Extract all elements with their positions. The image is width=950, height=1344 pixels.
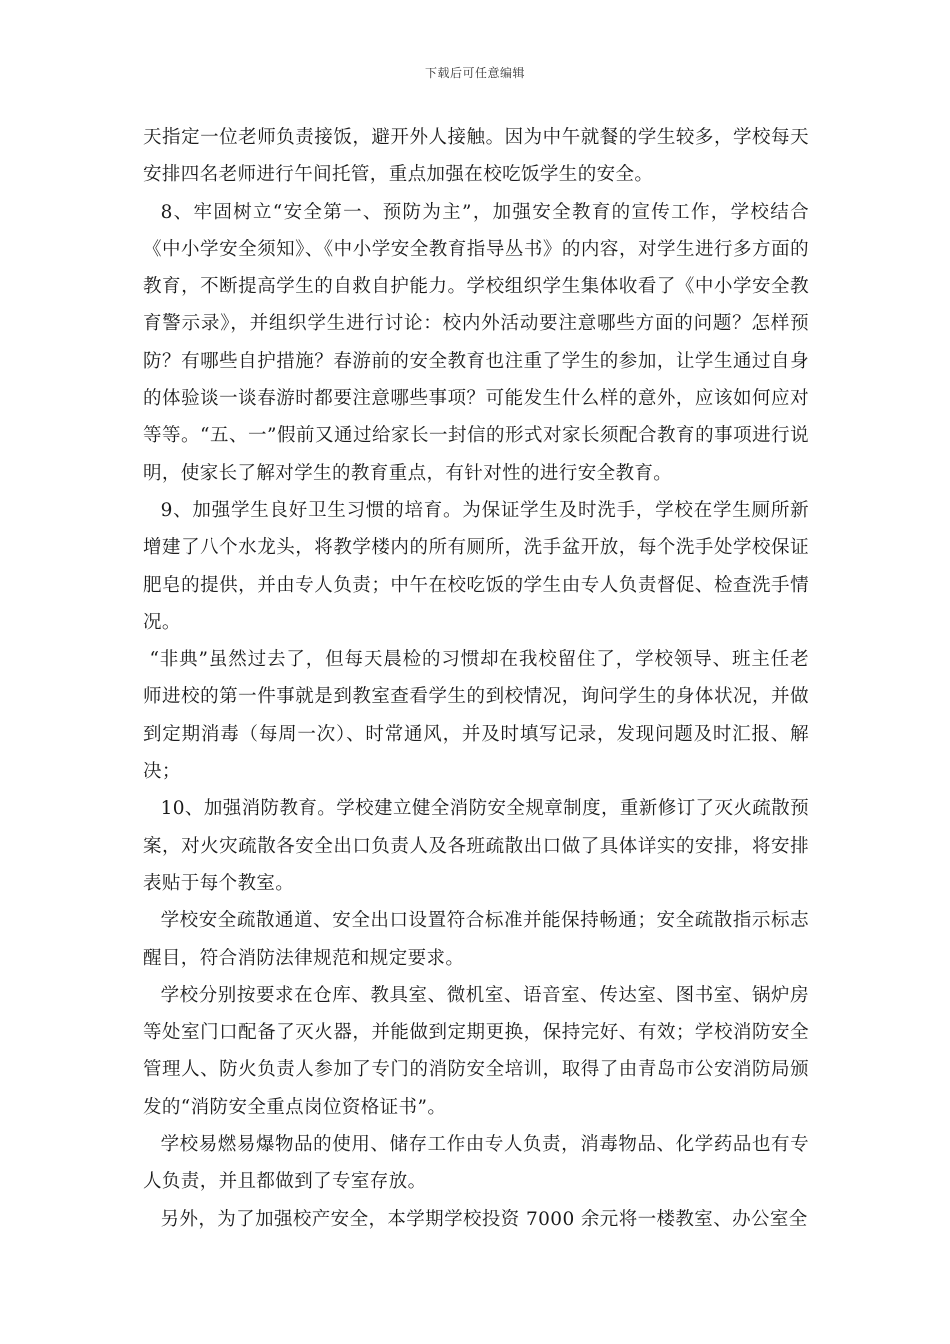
paragraph-property-safety: 另外，为了加强校产安全，本学期学校投资 7000 余元将一楼教室、办公室全 bbox=[160, 1208, 808, 1230]
page-header-note: 下载后可任意编辑 bbox=[424, 66, 525, 80]
paragraph-evacuation-routes: 学校安全疏散通道、安全出口设置符合标准并能保持畅通；安全疏散指示标志醒目，符合消防法律规范和规定要求。 bbox=[143, 910, 809, 969]
paragraph-sars-morning-check: “非典”虽然过去了，但每天晨检的习惯却在我校留住了，学校领导、班主任老师进校的第一件事就是到教室查看学生的到校情况，询问学生的身体状况，并做到定期消毒（每周一次）、时常通风，并及时填写记录，发现问题及时汇报、解决； bbox=[143, 649, 809, 783]
paragraph-fire-extinguishers: 学校分别按要求在仓库、教具室、微机室、语音室、传达室、图书室、锅炉房等处室门口配备了灭火器，并能做到定期更换，保持完好、有效；学校消防安全管理人、防火负责人参加了专门的消防安全培训，取得了由青岛市公安消防局颁发的“消防安全重点岗位资格证书”。 bbox=[143, 984, 809, 1118]
paragraph-continuation: 天指定一位老师负责接饭，避开外人接触。因为中午就餐的学生较多，学校每天安排四名老师进行午间托管，重点加强在校吃饭学生的安全。 bbox=[143, 127, 809, 186]
paragraph-hazardous-materials: 学校易燃易爆物品的使用、储存工作由专人负责，消毒物品、化学药品也有专人负责，并且都做到了专室存放。 bbox=[143, 1134, 809, 1193]
paragraph-item-9: 9、加强学生良好卫生习惯的培育。为保证学生及时洗手，学校在学生厕所新增建了八个水龙头，将教学楼内的所有厕所，洗手盆开放，每个洗手处学校保证肥皂的提供，并由专人负责；中午在校吃饭的学生由专人负责督促、检查洗手情况。 bbox=[143, 499, 809, 633]
paragraph-item-8: 8、牢固树立“安全第一、预防为主”，加强安全教育的宣传工作，学校结合《中小学安全须知》、《中小学安全教育指导丛书》的内容，对学生进行多方面的教育，不断提高学生的自救自护能力。学校组织学生集体收看了《中小学安全教育警示录》，并组织学生进行讨论：校内外活动要注意哪些方面的问题？怎样预防？有哪些自护措施？春游前的安全教育也注重了学生的参加，让学生通过自身的体验谈一谈春游时都要注意哪些事项？可能发生什么样的意外，应该如何应对等等。“五、一”假前又通过给家长一封信的形式对家长须配合教育的事项进行说明，使家长了解对学生的教育重点，有针对性的进行安全教育。 bbox=[143, 201, 809, 484]
document-body bbox=[143, 119, 809, 1238]
paragraph-item-10: 10、加强消防教育。学校建立健全消防安全规章制度，重新修订了灭火疏散预案，对火灾疏散各安全出口负责人及各班疏散出口做了具体详实的安排，将安排表贴于每个教室。 bbox=[143, 798, 809, 894]
